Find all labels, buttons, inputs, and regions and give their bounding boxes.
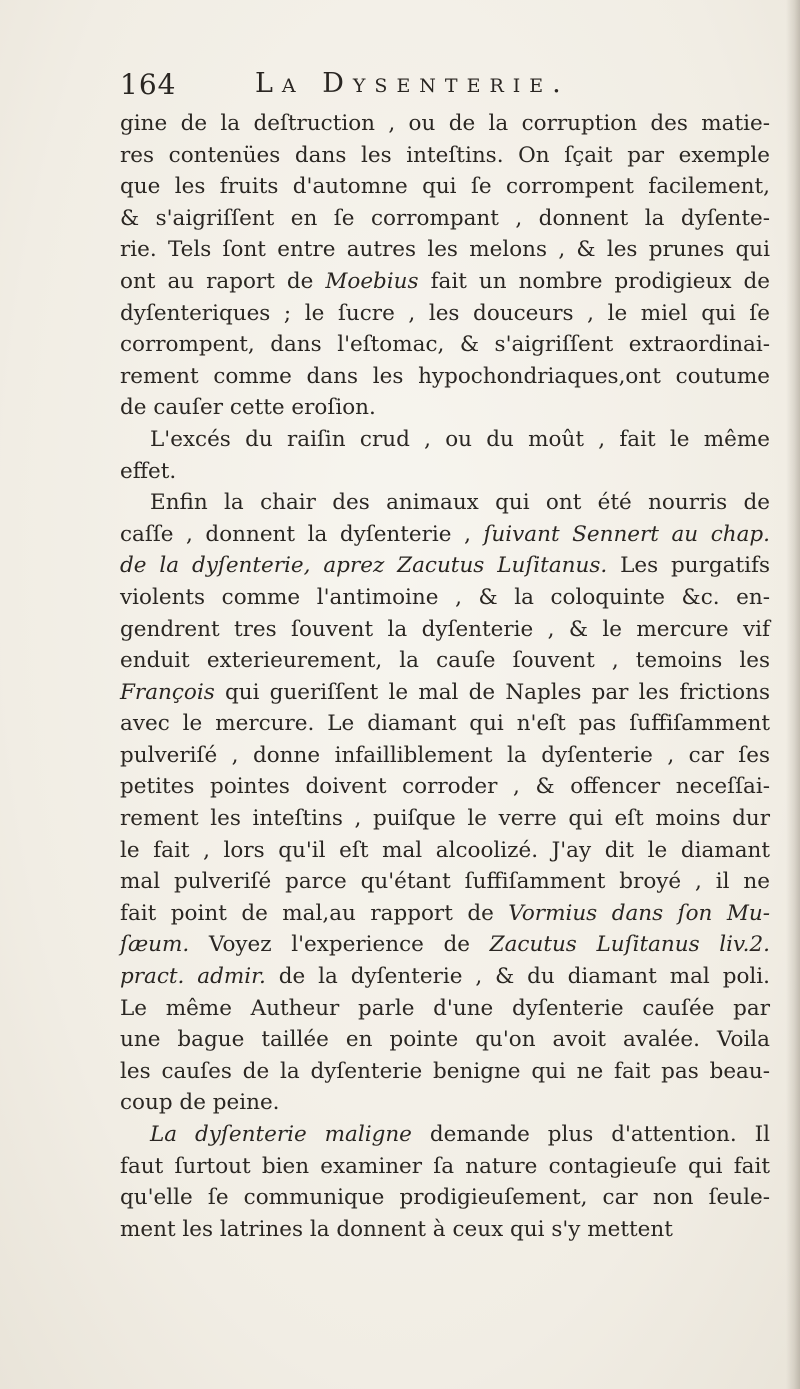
text-segment: les cauſes de la dyſenterie benigne qui ne fait pas beau- — [120, 1058, 770, 1084]
text-segment: rement comme dans les hypochondriaques,ont coutume — [120, 363, 770, 389]
text-segment: Le même Autheur parle d'une dyſenterie cauſée par — [120, 995, 770, 1021]
italic-text: ſæum. — [120, 932, 190, 958]
text-segment: Enfin la chair des animaux qui ont été nourris de — [150, 490, 770, 516]
text-line — [120, 1182, 770, 1214]
page-number: 164 — [120, 68, 177, 101]
text-line — [120, 929, 770, 961]
text-segment: Voyez l'experience de — [189, 932, 490, 958]
text-line — [120, 835, 770, 867]
text-segment: dyſenteriques ; le ſucre , les douceurs , le miel qui ſe — [120, 300, 770, 326]
text-segment: qui gueriſſent le mal de Naples par les frictions — [214, 679, 770, 705]
text-line — [120, 740, 770, 772]
text-line — [120, 108, 770, 140]
text-segment: violents comme l'antimoine , & la coloquinte &c. en- — [120, 584, 770, 610]
text-segment: coup de peine. — [120, 1090, 280, 1116]
text-line — [120, 392, 770, 424]
text-segment: le fait , lors qu'il eſt mal alcoolizé. J'ay dit le diamant — [120, 837, 770, 863]
text-line — [120, 487, 770, 519]
text-line — [120, 803, 770, 835]
italic-text: pract. admir. — [120, 964, 266, 990]
text-segment: petites pointes doivent corroder , & offencer neceſſai- — [120, 774, 770, 800]
text-segment: de cauſer cette eroſion. — [120, 395, 376, 421]
italic-text: de la dyſenterie, aprez Zacutus Luſitanus. — [120, 553, 608, 579]
text-segment: faut ſurtout bien examiner ſa nature contagieuſe qui fait — [120, 1153, 770, 1179]
text-segment: pulveriſé , donne infailliblement la dyſenterie , car ſes — [120, 742, 770, 768]
text-line — [120, 550, 770, 582]
text-segment: & s'aigriſſent en ſe corrompant , donnent la dyſente- — [120, 205, 770, 231]
text-line — [120, 1151, 770, 1183]
text-line — [120, 519, 770, 551]
text-segment: rie. Tels ſont entre autres les melons , & les prunes qui — [120, 237, 770, 263]
italic-text: ſuivant Sennert au chap. — [483, 521, 771, 547]
text-segment: rement les inteſtins , puiſque le verre qui eſt moins dur — [120, 806, 770, 832]
text-line — [120, 234, 770, 266]
italic-text: La dyſenterie maligne — [150, 1122, 412, 1147]
text-line — [120, 1119, 770, 1151]
text-segment: gendrent tres ſouvent la dyſenterie , & le mercure vif — [120, 616, 770, 642]
text-line — [120, 456, 770, 488]
text-segment: L'excés du raiſin crud , ou du moût , fait le même — [150, 426, 770, 452]
text-line — [120, 614, 770, 646]
text-line — [120, 1024, 770, 1056]
text-line — [120, 266, 770, 298]
text-line — [120, 1214, 770, 1246]
text-segment: demande plus d'attention. Il — [411, 1122, 771, 1147]
text-segment: fait point de mal,au rapport de — [120, 900, 509, 926]
page-edge-shadow — [786, 0, 800, 1389]
text-line — [120, 361, 770, 393]
italic-text: Zacutus Luſitanus liv.2. — [489, 932, 770, 958]
italic-text: Vormius dans ſon Mu- — [508, 900, 770, 926]
body-text — [120, 108, 770, 1245]
italic-text: François — [120, 679, 215, 705]
text-line — [120, 1087, 770, 1119]
text-line — [120, 961, 770, 993]
text-line — [120, 1056, 770, 1088]
text-segment: effet. — [120, 458, 177, 484]
text-segment: enduit exterieurement, la cauſe ſouvent , temoins les — [120, 648, 770, 674]
text-line — [120, 298, 770, 330]
text-line — [120, 582, 770, 614]
text-segment: gine de la deſtruction , ou de la corruption des matie- — [120, 111, 770, 136]
italic-text: Moebius — [325, 268, 419, 294]
text-segment: mal pulveriſé parce qu'étant ſuffiſamment broyé , il ne — [120, 869, 770, 895]
text-line — [120, 708, 770, 740]
text-line — [120, 866, 770, 898]
text-line — [120, 645, 770, 677]
page-header — [120, 68, 760, 108]
text-segment: Les purgatifs — [607, 553, 770, 579]
text-line — [120, 993, 770, 1025]
text-segment: caſſe , donnent la dyſenterie , — [120, 521, 484, 547]
text-line — [120, 771, 770, 803]
text-segment: une bague taillée en pointe qu'on avoit avalée. Voila — [120, 1027, 770, 1053]
text-line — [120, 171, 770, 203]
text-segment: de la dyſenterie , & du diamant mal poli. — [265, 964, 770, 990]
text-segment: avec le mercure. Le diamant qui n'eſt pas ſuffiſamment — [120, 711, 770, 737]
text-line — [120, 140, 770, 172]
text-line — [120, 424, 770, 456]
text-segment: res contenües dans les inteſtins. On ſçait par exemple — [120, 142, 770, 168]
running-head: La Dysenterie. — [255, 68, 570, 99]
text-segment: qu'elle ſe communique prodigieuſement, car non ſeule- — [120, 1185, 770, 1211]
text-segment: ment les latrines la donnent à ceux qui s'y mettent — [120, 1216, 673, 1242]
text-line — [120, 898, 770, 930]
text-segment: que les fruits d'automne qui ſe corrompent facilement, — [120, 174, 770, 200]
text-segment: fait un nombre prodigieux de — [418, 268, 771, 294]
text-line — [120, 329, 770, 361]
text-segment: corrompent, dans l'eſtomac, & s'aigriſſent extraordinai- — [120, 332, 770, 358]
text-segment: ont au raport de — [120, 268, 326, 294]
text-line — [120, 203, 770, 235]
text-line — [120, 677, 770, 709]
